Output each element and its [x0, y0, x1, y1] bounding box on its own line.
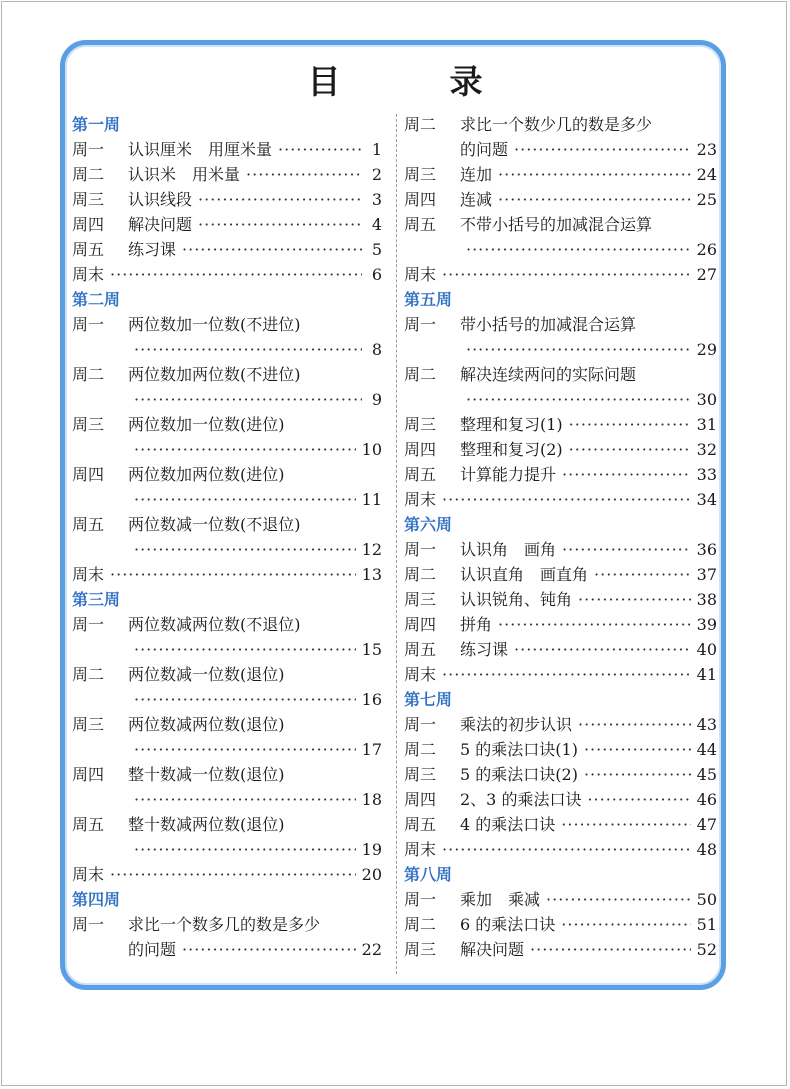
- dot-leader: [561, 812, 690, 837]
- dot-leader: [134, 837, 356, 862]
- toc-entry[interactable]: [72, 912, 382, 962]
- toc-page-number: 34: [696, 490, 717, 509]
- toc-day: 周二: [404, 365, 437, 384]
- toc-topic: 解决问题: [128, 215, 193, 234]
- toc-day: 周三: [72, 715, 105, 734]
- toc-topic: 解决问题: [460, 940, 525, 959]
- toc-day: 周二: [72, 165, 105, 184]
- toc-entry[interactable]: [404, 162, 717, 187]
- week-heading: 第一周: [72, 115, 121, 134]
- toc-topic: 5 的乘法口诀(1): [460, 740, 578, 759]
- toc-page-number: 29: [696, 340, 717, 359]
- page-title: 目 录: [307, 62, 521, 101]
- toc-entry[interactable]: [404, 412, 717, 437]
- toc-entry-line: [72, 487, 382, 512]
- toc-entry-line: [72, 837, 382, 862]
- toc-entry[interactable]: [72, 412, 382, 462]
- toc-day: 周三: [404, 165, 437, 184]
- toc-entry[interactable]: [72, 612, 382, 662]
- week-heading: 第七周: [404, 690, 453, 709]
- dot-leader: [134, 637, 356, 662]
- toc-page-number: 6: [371, 265, 382, 284]
- dot-leader: [134, 537, 356, 562]
- toc-topic: 认识锐角、钝角: [460, 590, 573, 609]
- toc-topic: 乘加 乘减: [460, 890, 541, 909]
- toc-topic: 两位数加一位数(进位): [128, 415, 285, 434]
- toc-entry[interactable]: [404, 312, 717, 362]
- toc-page-number: 48: [696, 840, 717, 859]
- toc-topic-continued: 的问题: [460, 140, 509, 159]
- toc-page-number: 44: [696, 740, 717, 759]
- toc-page-number: 45: [696, 765, 717, 784]
- toc-day: 周二: [72, 665, 105, 684]
- toc-day: 周末: [404, 490, 437, 509]
- toc-topic: 6 的乘法口诀: [460, 915, 556, 934]
- toc-page-number: 4: [371, 215, 382, 234]
- toc-entry-line: [72, 462, 382, 487]
- toc-day: 周一: [72, 615, 105, 634]
- toc-entry[interactable]: [404, 812, 717, 837]
- toc-topic: 4 的乘法口诀: [460, 815, 556, 834]
- toc-page-number: 20: [361, 865, 382, 884]
- toc-day: 周一: [404, 315, 437, 334]
- toc-topic: 拼角: [460, 615, 493, 634]
- toc-entry-line: [72, 387, 382, 412]
- dot-leader: [182, 237, 362, 262]
- toc-entry-line: [72, 662, 382, 687]
- toc-entry[interactable]: [404, 937, 717, 962]
- toc-topic: 两位数减一位数(退位): [128, 665, 285, 684]
- dot-leader: [561, 912, 690, 937]
- toc-entry[interactable]: [404, 837, 717, 862]
- toc-entry[interactable]: [72, 762, 382, 812]
- toc-page-number: 47: [696, 815, 717, 834]
- toc-day: 周末: [404, 665, 437, 684]
- toc-page-number: 36: [696, 540, 717, 559]
- toc-page-number: 13: [361, 565, 382, 584]
- toc-topic: 带小括号的加减混合运算: [460, 315, 637, 334]
- toc-entry-line: [404, 112, 717, 137]
- toc-page-number: 39: [696, 615, 717, 634]
- toc-entry-line: [72, 637, 382, 662]
- toc-day: 周二: [404, 115, 437, 134]
- toc-day: 周一: [72, 915, 105, 934]
- toc-page-number: 41: [696, 665, 717, 684]
- toc-page-number: 8: [371, 340, 382, 359]
- toc-topic: 2、3 的乘法口诀: [460, 790, 582, 809]
- toc-topic: 认识直角 画直角: [460, 565, 589, 584]
- toc-day: 周五: [404, 815, 437, 834]
- column-divider: [396, 114, 397, 974]
- dot-leader: [442, 662, 691, 687]
- toc-day: 周四: [72, 465, 105, 484]
- toc-entry-line: [72, 337, 382, 362]
- toc-day: 周二: [404, 565, 437, 584]
- toc-page-number: 19: [361, 840, 382, 859]
- toc-entry-line: [72, 312, 382, 337]
- dot-leader: [514, 637, 691, 662]
- toc-entry[interactable]: [404, 662, 717, 687]
- toc-entry-line: [72, 362, 382, 387]
- toc-entry[interactable]: [72, 187, 382, 212]
- toc-day: 周一: [404, 715, 437, 734]
- toc-entry[interactable]: [404, 712, 717, 737]
- toc-day: 周二: [404, 740, 437, 759]
- toc-entry[interactable]: [404, 612, 717, 637]
- toc-entry[interactable]: [404, 262, 717, 287]
- toc-day: 周末: [72, 865, 105, 884]
- toc-page-number: 37: [696, 565, 717, 584]
- dot-leader: [546, 887, 691, 912]
- toc-page-number: 50: [696, 890, 717, 909]
- toc-topic: 连加: [460, 165, 493, 184]
- toc-page-number: 52: [696, 940, 717, 959]
- dot-leader: [466, 387, 691, 412]
- dot-leader: [578, 712, 691, 737]
- dot-leader: [594, 562, 691, 587]
- toc-day: 周四: [404, 440, 437, 459]
- week-heading: 第六周: [404, 515, 453, 534]
- toc-page-number: 5: [371, 240, 382, 259]
- toc-entry[interactable]: [72, 362, 382, 412]
- toc-entry-line: [72, 937, 382, 962]
- dot-leader: [514, 137, 691, 162]
- dot-leader: [110, 562, 356, 587]
- toc-day: 周二: [72, 365, 105, 384]
- dot-leader: [530, 937, 691, 962]
- dot-leader: [442, 487, 691, 512]
- toc-day: 周一: [72, 315, 105, 334]
- toc-entry[interactable]: [404, 187, 717, 212]
- toc-topic: 两位数加两位数(进位): [128, 465, 285, 484]
- toc-entry[interactable]: [72, 862, 382, 887]
- toc-entry[interactable]: [72, 212, 382, 237]
- toc-day: 周末: [72, 565, 105, 584]
- toc-topic: 认识线段: [128, 190, 193, 209]
- dot-leader: [278, 137, 362, 162]
- toc-entry-line: [404, 137, 717, 162]
- dot-leader: [466, 337, 691, 362]
- toc-topic: 整十数减一位数(退位): [128, 765, 285, 784]
- dot-leader: [134, 337, 362, 362]
- dot-leader: [562, 537, 691, 562]
- toc-page-number: 22: [361, 940, 382, 959]
- toc-entry-line: [404, 212, 717, 237]
- toc-entry-line: [404, 312, 717, 337]
- toc-day: 周三: [404, 940, 437, 959]
- toc-page-number: 30: [696, 390, 717, 409]
- toc-entry[interactable]: [404, 562, 717, 587]
- toc-day: 周五: [72, 515, 105, 534]
- toc-entry[interactable]: [72, 162, 382, 187]
- toc-day: 周三: [404, 590, 437, 609]
- toc-page-number: 23: [696, 140, 717, 159]
- toc-entry-line: [72, 762, 382, 787]
- dot-leader: [587, 787, 690, 812]
- toc-day: 周三: [72, 190, 105, 209]
- toc-day: 周三: [72, 415, 105, 434]
- toc-entry[interactable]: [72, 137, 382, 162]
- toc-day: 周三: [404, 415, 437, 434]
- toc-topic-continued: 的问题: [128, 940, 177, 959]
- toc-entry[interactable]: [404, 112, 717, 162]
- toc-topic: 练习课: [128, 240, 177, 259]
- toc-entry[interactable]: [72, 512, 382, 562]
- toc-page-number: 12: [361, 540, 382, 559]
- toc-day: 周五: [72, 240, 105, 259]
- toc-day: 周四: [72, 765, 105, 784]
- toc-day: 周二: [404, 915, 437, 934]
- toc-page-number: 26: [696, 240, 717, 259]
- toc-entry[interactable]: [404, 212, 717, 262]
- toc-topic: 5 的乘法口诀(2): [460, 765, 578, 784]
- toc-entry[interactable]: [72, 712, 382, 762]
- toc-entry[interactable]: [404, 462, 717, 487]
- toc-page-number: 2: [371, 165, 382, 184]
- toc-entry-line: [72, 812, 382, 837]
- dot-leader: [569, 412, 691, 437]
- toc-entry[interactable]: [72, 237, 382, 262]
- toc-topic: 求比一个数少几的数是多少: [460, 115, 653, 134]
- dot-leader: [134, 437, 356, 462]
- toc-entry[interactable]: [404, 437, 717, 462]
- toc-page-number: 25: [696, 190, 717, 209]
- toc-entry[interactable]: [72, 312, 382, 362]
- toc-topic: 不带小括号的加减混合运算: [460, 215, 653, 234]
- dot-leader: [134, 487, 356, 512]
- toc-entry-line: [72, 437, 382, 462]
- week-heading: 第三周: [72, 590, 121, 609]
- toc-page-number: 31: [696, 415, 717, 434]
- toc-entry[interactable]: [72, 462, 382, 512]
- dot-leader: [498, 162, 691, 187]
- toc-entry-line: [404, 237, 717, 262]
- dot-leader: [498, 612, 691, 637]
- toc-entry-line: [72, 412, 382, 437]
- dot-leader: [442, 262, 691, 287]
- toc-topic: 计算能力提升: [460, 465, 557, 484]
- toc-topic: 连减: [460, 190, 493, 209]
- dot-leader: [246, 162, 362, 187]
- toc-topic: 认识角 画角: [460, 540, 557, 559]
- dot-leader: [198, 187, 362, 212]
- toc-entry-line: [72, 712, 382, 737]
- toc-entry-line: [72, 612, 382, 637]
- toc-page-number: 43: [696, 715, 717, 734]
- toc-entry[interactable]: [72, 562, 382, 587]
- toc-entry[interactable]: [404, 787, 717, 812]
- dot-leader: [498, 187, 691, 212]
- toc-day: 周四: [404, 615, 437, 634]
- toc-topic: 两位数加一位数(不进位): [128, 315, 301, 334]
- toc-topic: 两位数减两位数(退位): [128, 715, 285, 734]
- toc-day: 周一: [404, 540, 437, 559]
- dot-leader: [134, 787, 356, 812]
- toc-page-number: 38: [696, 590, 717, 609]
- toc-day: 周末: [404, 265, 437, 284]
- dot-leader: [569, 437, 691, 462]
- toc-page-number: 27: [696, 265, 717, 284]
- toc-topic: 认识米 用米量: [128, 165, 241, 184]
- toc-topic: 两位数减两位数(不退位): [128, 615, 301, 634]
- dot-leader: [134, 387, 362, 412]
- dot-leader: [584, 737, 691, 762]
- dot-leader: [562, 462, 691, 487]
- toc-day: 周一: [72, 140, 105, 159]
- toc-page-number: 15: [361, 640, 382, 659]
- toc-entry[interactable]: [72, 662, 382, 712]
- dot-leader: [110, 262, 362, 287]
- toc-left-column: [72, 112, 382, 962]
- toc-topic: 两位数加两位数(不进位): [128, 365, 301, 384]
- toc-entry[interactable]: [404, 587, 717, 612]
- dot-leader: [110, 862, 356, 887]
- toc-page-number: 18: [361, 790, 382, 809]
- toc-entry-line: [72, 687, 382, 712]
- week-heading: 第二周: [72, 290, 121, 309]
- toc-entry[interactable]: [72, 262, 382, 287]
- toc-topic: 认识厘米 用厘米量: [128, 140, 273, 159]
- toc-page-number: 32: [696, 440, 717, 459]
- toc-entry-line: [72, 537, 382, 562]
- toc-day: 周五: [404, 465, 437, 484]
- toc-entry[interactable]: [404, 362, 717, 412]
- toc-day: 周四: [72, 215, 105, 234]
- toc-entry-line: [404, 362, 717, 387]
- toc-topic: 整理和复习(2): [460, 440, 563, 459]
- toc-page-number: 3: [371, 190, 382, 209]
- toc-day: 周四: [404, 190, 437, 209]
- toc-entry-line: [404, 387, 717, 412]
- toc-day: 周四: [404, 790, 437, 809]
- toc-entry[interactable]: [404, 912, 717, 937]
- toc-page-number: 46: [696, 790, 717, 809]
- toc-day: 周三: [404, 765, 437, 784]
- toc-entry-line: [404, 337, 717, 362]
- toc-day: 周末: [72, 265, 105, 284]
- toc-entry-line: [72, 737, 382, 762]
- toc-entry[interactable]: [404, 762, 717, 787]
- toc-entry[interactable]: [404, 887, 717, 912]
- toc-entry[interactable]: [404, 737, 717, 762]
- toc-page-number: 40: [696, 640, 717, 659]
- toc-entry[interactable]: [72, 812, 382, 862]
- toc-day: 周五: [404, 640, 437, 659]
- dot-leader: [134, 687, 356, 712]
- toc-day: 周五: [72, 815, 105, 834]
- week-heading: 第八周: [404, 865, 453, 884]
- toc-topic: 解决连续两问的实际问题: [460, 365, 637, 384]
- toc-topic: 两位数减一位数(不退位): [128, 515, 301, 534]
- dot-leader: [584, 762, 691, 787]
- dot-leader: [134, 737, 356, 762]
- toc-page-number: 10: [361, 440, 382, 459]
- dot-leader: [466, 237, 691, 262]
- week-heading: 第四周: [72, 890, 121, 909]
- toc-entry-line: [72, 787, 382, 812]
- toc-entry-line: [72, 512, 382, 537]
- toc-page-number: 17: [361, 740, 382, 759]
- toc-topic: 整十数减两位数(退位): [128, 815, 285, 834]
- toc-topic: 练习课: [460, 640, 509, 659]
- toc-entry[interactable]: [404, 487, 717, 512]
- toc-day: 周五: [404, 215, 437, 234]
- dot-leader: [578, 587, 691, 612]
- toc-topic: 求比一个数多几的数是多少: [128, 915, 321, 934]
- toc-page-number: 51: [696, 915, 717, 934]
- toc-topic: 整理和复习(1): [460, 415, 563, 434]
- toc-entry[interactable]: [404, 537, 717, 562]
- toc-right-column: [404, 112, 717, 962]
- dot-leader: [442, 837, 691, 862]
- toc-page-number: 1: [371, 140, 382, 159]
- toc-entry[interactable]: [404, 637, 717, 662]
- dot-leader: [182, 937, 356, 962]
- toc-page-number: 11: [361, 490, 382, 509]
- toc-page-number: 33: [696, 465, 717, 484]
- toc-topic: 乘法的初步认识: [460, 715, 573, 734]
- toc-entry-line: [72, 912, 382, 937]
- toc-day: 周末: [404, 840, 437, 859]
- toc-day: 周一: [404, 890, 437, 909]
- dot-leader: [198, 212, 362, 237]
- toc-page-number: 9: [371, 390, 382, 409]
- toc-page-number: 16: [361, 690, 382, 709]
- toc-page-number: 24: [696, 165, 717, 184]
- week-heading: 第五周: [404, 290, 453, 309]
